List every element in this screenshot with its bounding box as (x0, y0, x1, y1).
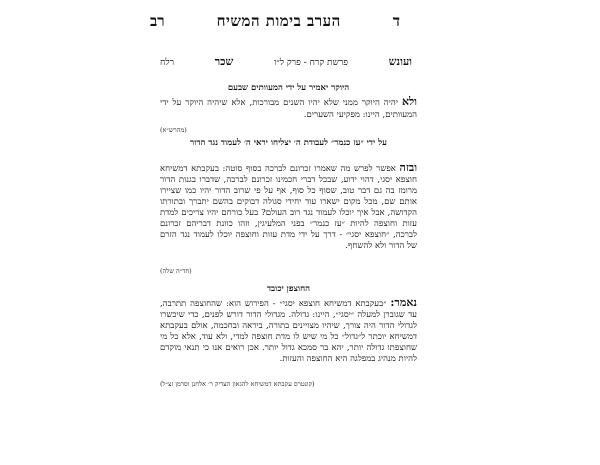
section-2-lead-word: ובזה (399, 161, 418, 174)
section-1-heading: היוקר יאמיר על ידי המעוותים שבעם (227, 83, 350, 93)
subheader-right-word: ועונש (388, 55, 412, 68)
section-3-source: (קונטרס עקבתא דמשיחא להגאון הצדיק ר׳ אלחנן וסרמן זצ״ל) (160, 380, 315, 388)
section-1-text: יהיה היוקר ממני שלא יהיו השנים מבורכות, אלא שיהיה היוקר על ידי המעוותים, היינו: מפקיעי השערים. (160, 98, 417, 120)
section-3-body (160, 297, 417, 365)
section-1-source: (מהרש״א) (160, 126, 187, 134)
section-1-lead-word: ולא (401, 95, 417, 108)
section-3-lead-word: נאמר: (390, 296, 417, 309)
page-letter: ד (392, 11, 400, 30)
chapter-subheader (160, 55, 412, 68)
section-1-body (160, 96, 417, 121)
subheader-center: פרשת קרח - פרק ל״ו (274, 58, 349, 68)
section-2-body (160, 162, 417, 252)
section-2-text: אפשר לפרש מה שאמרו זכרונם לברכה בסוף סוטה: בעקבתא דמשיחא חוצפא יסגי, דהוי ידוע, שבכל דברי חכמינו זכרונם לברכה, שדברו בגנות הדור מרומז בה גם דבר טוב, שסוף כל סוף, אף על פי שרוב הדור יהיו כמו שציירו אותם שם, מכל מקום ישארו עוד יחידי סגולה דבוקים בהשם יתברך ובתורתו הקדושה, אבל איך יוכלו לעמוד נגד רוב העולם? בעל כורחם יהיו צריכים למדת עזות וחוצפה להיות ״עז כנמר״ בפני המלעיגין, וזהו כוונת דבריהם זכרונם לברכה, ״חוצפא יסגי״ - דרך על ידי מדת עזות וחוצפה יוכלו לעמוד נגד הזרם של הדור ולא להשחף. (160, 164, 417, 251)
page-number: רב (150, 11, 165, 30)
section-2-heading: על ידי ״עז כנמר״ לעבודת ה׳ יצליחו יראי ה׳ לעמוד נגד הדור (190, 138, 387, 148)
section-2-source: (חד״ה שלה) (160, 267, 192, 275)
running-title: הערב בימות המשיח (216, 11, 341, 30)
running-header (150, 8, 400, 34)
section-3-text: ״בעקבתא דמשיחא חוצפא יסגי״ - הפירוש הוא: שהחוצפה תתרבה, עד שגוברן למעלה ״יסגי״, היינו: גדולה. מגדולי הדור דורש לפנים, כדי שיכשרו לגדולי הדור היה צורך, שיהיו מצויינים בתורה, ביראה ובחכמה, אולם בעקבתא דמשיחא יוכתר ל״גדול״ כל מי שיש לו מדת חוצפה למדי, ולא עוד, אלא כל מי שחוצפתו גדולה יותר, יהא בר סמכא גדול יותר. אכן רואים אנו כי תנאי מוקדם להיות מנהיג במפלגה היא החוצפה והעזות. (160, 299, 417, 364)
subheader-left-word: שכר (214, 55, 234, 68)
subheader-left-number: רלח (160, 58, 174, 68)
section-3-heading: החוצפן יכובד (266, 284, 311, 294)
